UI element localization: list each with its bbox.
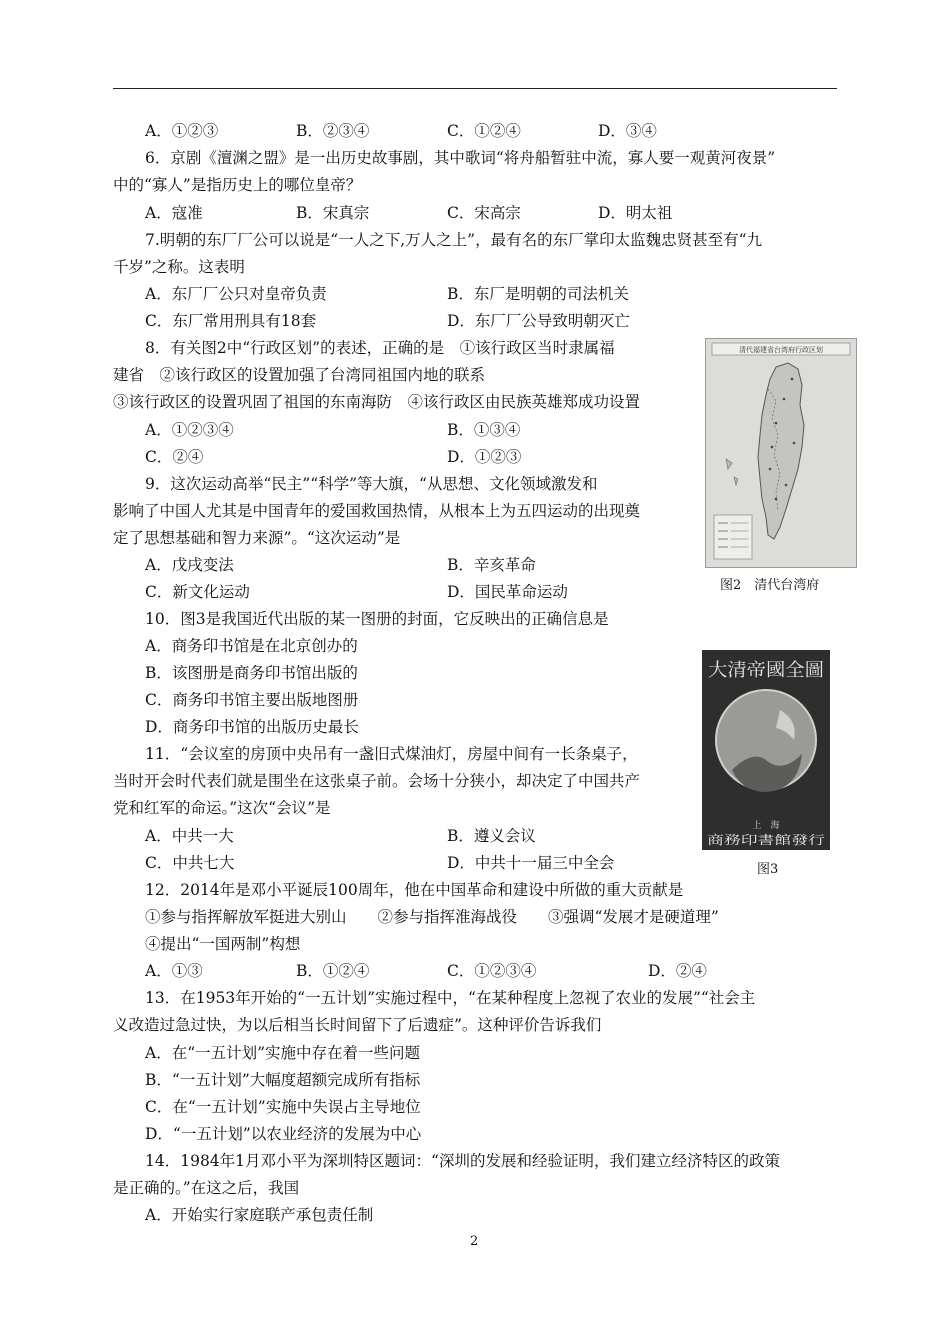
q5-option-b: B．②③④ bbox=[296, 122, 370, 140]
figure3-atlas-cover bbox=[702, 650, 830, 850]
q6-option-b: B．宋真宗 bbox=[296, 204, 370, 222]
q6-stem-1: 6．京剧《澶渊之盟》是一出历史故事剧，其中歌词“将舟船暂驻中流，寡人要一观黄河夜景” bbox=[145, 149, 776, 167]
q5-option-a: A．①②③ bbox=[145, 122, 219, 140]
q8-option-d: D．①②③ bbox=[447, 448, 522, 466]
q9-option-a: A．戊戌变法 bbox=[145, 556, 234, 574]
figure2-taiwan-map bbox=[705, 338, 857, 568]
q12-items-2: ④提出“一国两制”构想 bbox=[145, 935, 301, 953]
q10-stem: 10．图3是我国近代出版的某一图册的封面，它反映出的正确信息是 bbox=[145, 610, 609, 628]
figure3-caption: 图3 bbox=[757, 862, 779, 877]
q8-option-b: B．①③④ bbox=[447, 421, 521, 439]
q9-stem-3: 定了思想基础和智力来源”。“这次运动”是 bbox=[113, 529, 401, 547]
q9-stem-2: 影响了中国人尤其是中国青年的爱国救国热情，从根本上为五四运动的出现奠 bbox=[113, 502, 641, 520]
q12-option-d: D．②④ bbox=[648, 962, 707, 980]
page-number: 2 bbox=[470, 1234, 479, 1249]
q9-option-d: D．国民革命运动 bbox=[447, 583, 568, 601]
q11-stem-1: 11．“会议室的房顶中央吊有一盏旧式煤油灯，房屋中间有一长条桌子， bbox=[145, 745, 638, 763]
taiwan-map-drawing bbox=[706, 339, 856, 567]
q5-option-d: D．③④ bbox=[598, 122, 657, 140]
svg-text:大清帝國全圖: 大清帝國全圖 bbox=[708, 660, 824, 681]
q5-option-c: C．①②④ bbox=[447, 122, 521, 140]
q9-stem-1: 9．这次运动高举“民主”“科学”等大旗，“从思想、文化领域激发和 bbox=[145, 475, 598, 493]
q13-stem-2: 义改造过急过快，为以后相当长时间留下了后遗症”。这种评价告诉我们 bbox=[113, 1016, 602, 1034]
q8-stem-1: 8．有关图2中“行政区划”的表述，正确的是 ①该行政区当时隶属福 bbox=[145, 339, 615, 357]
q8-stem-3: ③该行政区的设置巩固了祖国的东南海防 ④该行政区由民族英雄郑成功设置 bbox=[113, 393, 641, 411]
q8-stem-2: 建省 ②该行政区的设置加强了台湾同祖国内地的联系 bbox=[113, 366, 486, 384]
figure2-caption: 图2 清代台湾府 bbox=[720, 578, 820, 593]
q14-stem-1: 14．1984年1月邓小平为深圳特区题词：“深圳的发展和经验证明，我们建立经济特区的政策 bbox=[145, 1152, 780, 1170]
q12-option-b: B．①②④ bbox=[296, 962, 370, 980]
q11-option-b: B．遵义会议 bbox=[447, 827, 536, 845]
q6-option-c: C．宋高宗 bbox=[447, 204, 521, 222]
q13-stem-1: 13．在1953年开始的“一五计划”实施过程中，“在某种程度上忽视了农业的发展”“社会主 bbox=[145, 989, 756, 1007]
q7-stem-1: 7.明朝的东厂厂公可以说是“一人之下,万人之上”，最有名的东厂掌印太监魏忠贤甚至有“九 bbox=[145, 231, 762, 249]
q7-option-d: D．东厂厂公导致明朝灭亡 bbox=[447, 312, 630, 330]
svg-text:上 海: 上 海 bbox=[752, 821, 780, 831]
svg-text:商務印書館發行: 商務印書館發行 bbox=[707, 833, 792, 847]
q6-option-d: D．明太祖 bbox=[598, 204, 673, 222]
q12-option-c: C．①②③④ bbox=[447, 962, 537, 980]
q6-option-a: A．寇准 bbox=[145, 204, 203, 222]
header-rule bbox=[113, 88, 837, 89]
q11-option-d: D．中共十一届三中全会 bbox=[447, 854, 615, 872]
q7-option-c: C．东厂常用刑具有18套 bbox=[145, 312, 317, 330]
q7-stem-2: 千岁”之称。这表明 bbox=[113, 258, 245, 276]
q11-option-c: C．中共七大 bbox=[145, 854, 235, 872]
q13-option-d: D．“一五计划”以农业经济的发展为中心 bbox=[145, 1125, 422, 1143]
svg-text:清代福建省台湾府行政区划: 清代福建省台湾府行政区划 bbox=[739, 346, 823, 354]
q9-option-b: B．辛亥革命 bbox=[447, 556, 536, 574]
q10-option-d: D．商务印书馆的出版历史最长 bbox=[145, 718, 359, 736]
q8-option-c: C．②④ bbox=[145, 448, 204, 466]
atlas-cover-drawing bbox=[702, 650, 830, 850]
q9-option-c: C．新文化运动 bbox=[145, 583, 250, 601]
q10-option-c: C．商务印书馆主要出版地图册 bbox=[145, 691, 359, 709]
q13-option-a: A．在“一五计划”实施中存在着一些问题 bbox=[145, 1044, 421, 1062]
q12-option-a: A．①③ bbox=[145, 962, 203, 980]
q7-option-a: A．东厂厂公只对皇帝负责 bbox=[145, 285, 327, 303]
q10-option-b: B．该图册是商务印书馆出版的 bbox=[145, 664, 358, 682]
q13-option-b: B．“一五计划”大幅度超额完成所有指标 bbox=[145, 1071, 421, 1089]
q8-option-a: A．①②③④ bbox=[145, 421, 234, 439]
q14-stem-2: 是正确的。”在这之后，我国 bbox=[113, 1179, 300, 1197]
q12-items-1: ①参与指挥解放军挺进大别山 ②参与指挥淮海战役 ③强调“发展才是硬道理” bbox=[145, 908, 719, 926]
q13-option-c: C．在“一五计划”实施中失误占主导地位 bbox=[145, 1098, 421, 1116]
q12-stem: 12．2014年是邓小平诞辰100周年，他在中国革命和建设中所做的重大贡献是 bbox=[145, 881, 684, 899]
q11-stem-2: 当时开会时代表们就是围坐在这张桌子前。会场十分狭小，却决定了中国共产 bbox=[113, 772, 641, 790]
q14-option-a: A．开始实行家庭联产承包责任制 bbox=[145, 1206, 374, 1224]
q7-option-b: B．东厂是明朝的司法机关 bbox=[447, 285, 629, 303]
q10-option-a: A．商务印书馆是在北京创办的 bbox=[145, 637, 358, 655]
q11-stem-3: 党和红军的命运。”这次“会议”是 bbox=[113, 799, 331, 817]
q6-stem-2: 中的“寡人”是指历史上的哪位皇帝？ bbox=[113, 176, 362, 194]
q11-option-a: A．中共一大 bbox=[145, 827, 234, 845]
